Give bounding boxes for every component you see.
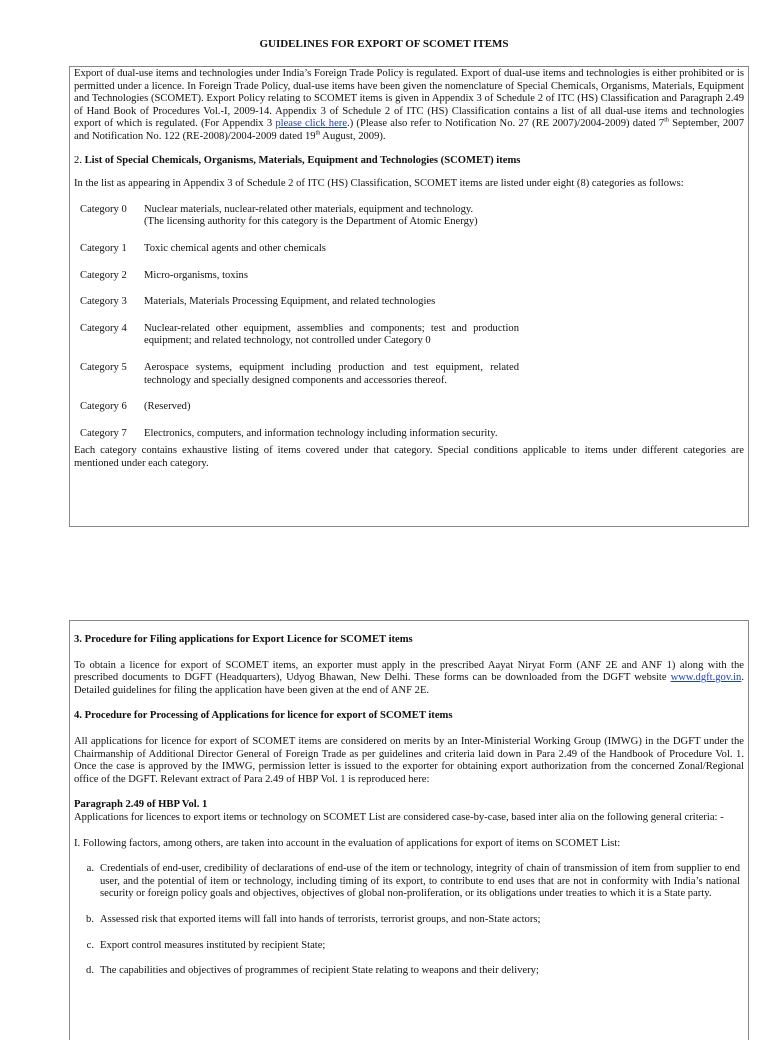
category-list xyxy=(80,204,744,441)
closing-paragraph: Each category contains exhaustive listing of items covered under that category. Special conditions applicable to items under different categories are mentioned under each category. xyxy=(74,445,744,469)
factor-text: Credentials of end-user, credibility of declarations of end-use of the item or technology, integrity of chain of transmission of item from supplier to end user, and the potential of item or technology, including timing of its export, to contribute to end uses that are not in conformity with India’s national security or foreign policy goals and objectives, objectives of global non-proliferation, or its obligations under treaties to which it is a State party. xyxy=(100,863,740,900)
category-name: Category 5 xyxy=(80,361,127,373)
superscript: th xyxy=(315,130,321,137)
factor-letter: b. xyxy=(86,913,94,925)
category-description-text: (Reserved) xyxy=(144,401,191,413)
paragraph-2-49-text: Applications for licences to export items or technology on SCOMET List are considered case-by-case, based inter alia on the following general criteria: - xyxy=(74,811,724,823)
intro-text: .) (Please also refer to Notification No. 27 (RE 2007)/2004-2009) dated 7 xyxy=(347,118,665,130)
category-row xyxy=(80,401,744,414)
category-description xyxy=(144,296,519,309)
page-title: GUIDELINES FOR EXPORT OF SCOMET ITEMS xyxy=(259,38,509,50)
category-description-note: (The licensing authority for this category is the Department of Atomic Energy) xyxy=(144,216,478,228)
section-box-scomet-overview xyxy=(69,66,749,527)
section-heading-4 xyxy=(74,710,744,723)
category-description-text: Electronics, computers, and information technology including information security. xyxy=(144,427,498,439)
paragraph-2-49-heading xyxy=(74,799,744,812)
factor-letter: a. xyxy=(86,863,94,875)
category-name: Category 6 xyxy=(80,401,127,413)
heading-text: 4. Procedure for Processing of Applications for licence for export of SCOMET items xyxy=(74,710,453,722)
heading-text: 3. Procedure for Filing applications for Export Licence for SCOMET items xyxy=(74,634,413,645)
intro-text: September, 2007 and Notification No. 122 (RE-2008)/2004-2009 dated 19 xyxy=(74,118,745,142)
factor-item xyxy=(74,940,744,953)
intro-text: August, 2009). xyxy=(320,130,386,142)
category-description-text: Micro-organisms, toxins xyxy=(144,269,248,281)
category-row xyxy=(80,270,744,283)
factor-letter: d. xyxy=(86,965,94,977)
category-name: Category 3 xyxy=(80,296,127,308)
factor-text: The capabilities and objectives of programmes of recipient State relating to weapons and their delivery; xyxy=(100,965,539,977)
factors-intro: I. Following factors, among others, are taken into account in the evaluation of applications for export of items on SCOMET List: xyxy=(74,837,621,849)
category-description-text: Materials, Materials Processing Equipment, and related technologies xyxy=(144,296,436,308)
appendix-link[interactable]: please click here xyxy=(275,118,348,130)
paragraph-text: To obtain a licence for export of SCOMET items, an exporter must apply in the prescribed Aayat Niryat Form (ANF 2E and ANF 1) along with the prescribed documents to DGFT (Headquarters), Udyog Bhawan, New Delhi. These forms can be downloaded from the DGFT website xyxy=(74,659,744,684)
category-name: Category 4 xyxy=(80,322,127,334)
category-name: Category 1 xyxy=(80,242,127,254)
heading-number: 2. xyxy=(74,154,85,166)
dgft-website-link[interactable]: www.dgft.gov.in xyxy=(670,672,742,684)
category-description-text: Toxic chemical agents and other chemicals xyxy=(144,242,326,254)
category-name: Category 7 xyxy=(80,427,127,439)
category-description xyxy=(144,204,519,229)
section-heading-2 xyxy=(74,155,744,168)
category-row xyxy=(80,296,744,309)
category-description-text: Nuclear-related other equipment, assemblies and components; test and production equipment; and related technology, not controlled under Category 0 xyxy=(144,322,519,347)
category-description xyxy=(144,270,519,283)
factor-letter: c. xyxy=(86,939,94,951)
intro-paragraph xyxy=(74,68,744,144)
category-description xyxy=(144,243,519,256)
section-box-procedures xyxy=(69,620,749,1040)
category-description xyxy=(144,323,519,348)
category-description xyxy=(144,362,519,387)
category-description xyxy=(144,428,519,441)
procedure-processing-paragraph: All applications for licence for export of SCOMET items are considered on merits by an Inter-Ministerial Working Group (IMWG) in the DGFT under the Chairmanship of Additional Director General of Foreign Trade as per guidelines and criteria laid down in Para 2.49 of the Handbook of Procedure Vol. 1. Once the case is approved by the IMWG, permission letter is issued to the exporter for obtaining export authorization from the concerned Zonal/Regional office of the DGFT. Relevant extract of Para 2.49 of HBP Vol. 1 is reproduced here: xyxy=(74,735,744,785)
superscript: th xyxy=(664,117,669,124)
heading-text: Paragraph 2.49 of HBP Vol. 1 xyxy=(74,799,208,811)
category-description-text: Aerospace systems, equipment including production and test equipment, related technology and specially designed components and accessories thereof. xyxy=(144,361,519,386)
category-row xyxy=(80,204,744,229)
section-heading-3 xyxy=(74,634,744,647)
factor-item xyxy=(74,863,744,901)
factor-item xyxy=(74,914,744,927)
category-row xyxy=(80,362,744,387)
list-intro: In the list as appearing in Appendix 3 of Schedule 2 of ITC (HS) Classification, SCOMET items are listed under eight (8) categories as follows: xyxy=(74,178,684,190)
category-row xyxy=(80,428,744,441)
category-description-text: Nuclear materials, nuclear-related other materials, equipment and technology. xyxy=(144,203,474,215)
category-row xyxy=(80,243,744,256)
paragraph-text: . Detailed guidelines for filing the application have been given at the end of ANF 2E. xyxy=(74,672,744,696)
heading-text: List of Special Chemicals, Organisms, Materials, Equipment and Technologies (SCOMET) items xyxy=(84,154,521,166)
category-name: Category 0 xyxy=(80,203,127,215)
category-row xyxy=(80,323,744,348)
factor-item xyxy=(74,965,744,978)
factor-list xyxy=(74,863,744,978)
factor-text: Export control measures instituted by recipient State; xyxy=(100,939,326,951)
intro-text: Export of dual-use items and technologies under India’s Foreign Trade Policy is regulated. Export of dual-use items and technologies is either prohibited or is permitted under a licence. In Foreign Trade Policy, dual-use items have been given the nomenclature of Special Chemicals, Organisms, Materials, Equipment and Technologies (SCOMET). Export Policy relating to SCOMET items is given in Appendix 3 of Schedule 2 of ITC (HS) Classification and Paragraph 2.49 of Hand Book of Procedures Vol.-I, 2009-14. Appendix 3 of Schedule 2 of ITC (HS) Classification contains a list of all dual-use items and technologies export of which is regulated. (For Appendix 3 xyxy=(74,68,744,130)
procedure-filing-paragraph xyxy=(74,660,744,698)
category-name: Category 2 xyxy=(80,269,127,281)
category-description xyxy=(144,401,519,414)
factor-text: Assessed risk that exported items will fall into hands of terrorists, terrorist groups, and non-State actors; xyxy=(100,913,541,925)
